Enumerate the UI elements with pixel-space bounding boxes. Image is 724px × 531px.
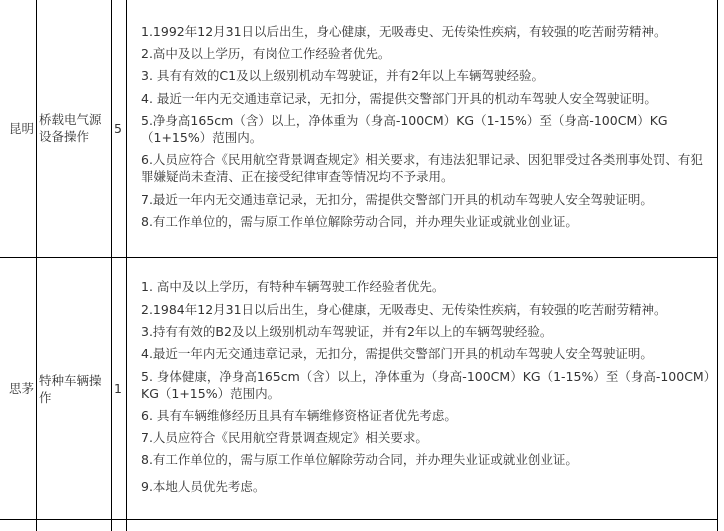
position-cell: 桥载电气源设备操作 xyxy=(37,0,112,258)
requirement-item: 4. 最近一年内无交通违章记录，无扣分，需提供交警部门开具的机动车驾驶人安全驾驶证明。 xyxy=(141,90,657,106)
requirement-item: 3. 具有有效的C1及以上级别机动车驾驶证，并有2年以上车辆驾驶经验。 xyxy=(141,68,545,84)
requirements-cell xyxy=(127,258,718,520)
location-cell: 思茅 xyxy=(0,258,37,520)
requirements-list xyxy=(141,21,713,230)
requirement-item: 4.最近一年内无交通违章记录，无扣分，需提供交警部门开具的机动车驾驶人安全驾驶证明。 xyxy=(141,346,653,362)
requirement-item: 2.高中及以上学历，有岗位工作经验者优先。 xyxy=(141,46,391,62)
requirement-item: 7.最近一年内无交通违章记录，无扣分，需提供交警部门开具的机动车驾驶人安全驾驶证明。 xyxy=(141,191,653,207)
table-row xyxy=(0,520,718,531)
requirement-item: 5.净身高165cm（含）以上，净体重为（身高-100CM）KG（1-15%）至（身高-100CM）KG（1+15%）范围内。 xyxy=(141,113,668,145)
location-cell xyxy=(0,520,37,531)
position-cell: 特种车辆操作 xyxy=(37,258,112,520)
requirement-item: 8.有工作单位的，需与原工作单位解除劳动合同，并办理失业证或就业创业证。 xyxy=(141,213,578,229)
requirement-item: 3.持有有效的B2及以上级别机动车驾驶证，并有2年以上的车辆驾驶经验。 xyxy=(141,323,553,339)
requirement-item: 2.1984年12月31日以后出生，身心健康，无吸毒史、无传染性疾病，有较强的吃苦耐劳精神。 xyxy=(141,301,667,317)
position-cell xyxy=(37,520,112,531)
headcount-cell: 5 xyxy=(112,0,127,258)
location-cell: 昆明 xyxy=(0,0,37,258)
requirement-item: 7.人员应符合《民用航空背景调查规定》相关要求。 xyxy=(141,430,428,446)
requirement-item: 6.人员应符合《民用航空背景调查规定》相关要求，有违法犯罪记录、因犯罪受过各类刑事处罚、有犯罪嫌疑尚未查清、正在接受纪律审查等情况均不予录用。 xyxy=(141,152,703,185)
requirement-item: 6. 具有车辆维修经历且具有车辆维修资格证者优先考虑。 xyxy=(141,407,457,423)
requirement-item: 1.1992年12月31日以后出生，身心健康，无吸毒史、无传染性疾病，有较强的吃苦耐劳精神。 xyxy=(141,23,667,39)
table-row xyxy=(0,0,718,258)
requirement-item: 1. 高中及以上学历，有特种车辆驾驶工作经验者优先。 xyxy=(141,279,445,295)
requirement-item: 5. 身体健康，净身高165cm（含）以上，净体重为（身高-100CM）KG（1-15%）至（身高-100CM）KG（1+15%）范围内。 xyxy=(141,368,710,401)
requirement-item: 8.有工作单位的，需与原工作单位解除劳动合同，并办理失业证或就业创业证。 xyxy=(141,452,578,468)
requirements-list xyxy=(141,276,713,495)
requirements-cell xyxy=(127,0,718,258)
headcount-cell: 1 xyxy=(112,258,127,520)
headcount-cell xyxy=(112,520,127,531)
table-row xyxy=(0,258,718,520)
requirements-cell xyxy=(127,520,718,531)
requirement-item: 9.本地人员优先考虑。 xyxy=(141,479,266,495)
